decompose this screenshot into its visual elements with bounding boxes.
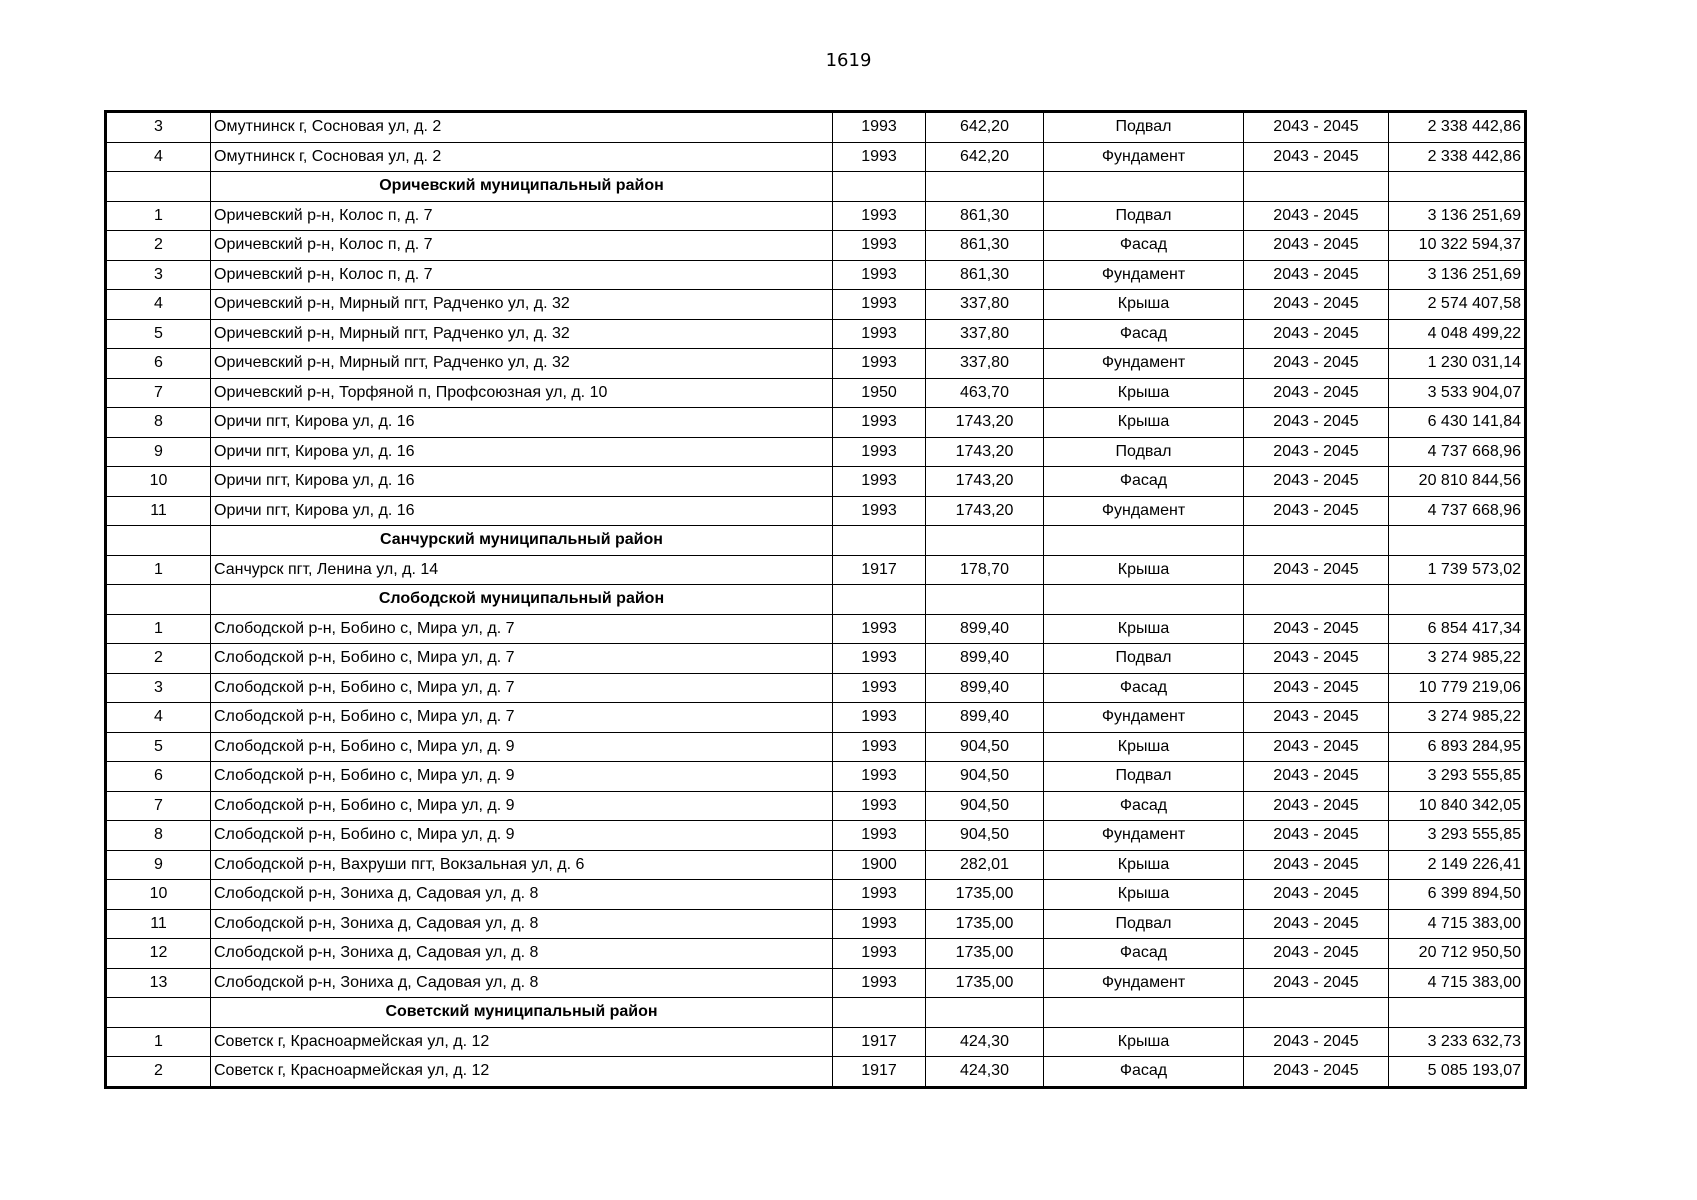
cost-cell: 3 533 904,07 [1389,378,1526,408]
year-cell: 1993 [833,231,926,261]
cost-cell: 6 854 417,34 [1389,614,1526,644]
table-row [106,349,1526,379]
year-cell: 1900 [833,850,926,880]
row-number: 1 [106,1027,211,1057]
empty-cell [1044,998,1244,1028]
area-cell: 178,70 [926,555,1044,585]
year-cell: 1993 [833,939,926,969]
address-cell: Оричи пгт, Кирова ул, д. 16 [211,437,833,467]
cost-cell: 20 810 844,56 [1389,467,1526,497]
table-row [106,467,1526,497]
cost-cell: 2 338 442,86 [1389,142,1526,172]
work-type-cell: Фундамент [1044,142,1244,172]
table-row [106,850,1526,880]
area-cell: 1735,00 [926,939,1044,969]
row-number: 7 [106,791,211,821]
table-row [106,880,1526,910]
table-row [106,201,1526,231]
table-row [106,909,1526,939]
cost-cell: 10 322 594,37 [1389,231,1526,261]
empty-cell [1244,585,1389,615]
empty-cell [1389,998,1526,1028]
area-cell: 904,50 [926,791,1044,821]
row-number: 13 [106,968,211,998]
year-cell: 1993 [833,496,926,526]
empty-cell [833,172,926,202]
area-cell: 899,40 [926,673,1044,703]
period-cell: 2043 - 2045 [1244,673,1389,703]
table-row [106,703,1526,733]
empty-cell [1044,172,1244,202]
section-header-row [106,585,1526,615]
area-cell: 861,30 [926,201,1044,231]
row-number: 5 [106,319,211,349]
area-cell: 337,80 [926,319,1044,349]
period-cell: 2043 - 2045 [1244,555,1389,585]
year-cell: 1993 [833,821,926,851]
period-cell: 2043 - 2045 [1244,939,1389,969]
row-number: 1 [106,555,211,585]
table-row [106,319,1526,349]
period-cell: 2043 - 2045 [1244,319,1389,349]
empty-cell [106,172,211,202]
work-type-cell: Крыша [1044,290,1244,320]
year-cell: 1993 [833,732,926,762]
row-number: 2 [106,1057,211,1088]
table-row [106,791,1526,821]
table-row [106,496,1526,526]
address-cell: Омутнинск г, Сосновая ул, д. 2 [211,112,833,143]
cost-cell: 4 737 668,96 [1389,496,1526,526]
area-cell: 904,50 [926,821,1044,851]
table-row [106,821,1526,851]
address-cell: Слободской р-н, Бобино с, Мира ул, д. 7 [211,644,833,674]
work-type-cell: Крыша [1044,408,1244,438]
empty-cell [106,998,211,1028]
row-number: 3 [106,673,211,703]
cost-cell: 6 893 284,95 [1389,732,1526,762]
work-type-cell: Фундамент [1044,968,1244,998]
area-cell: 1735,00 [926,880,1044,910]
row-number: 1 [106,201,211,231]
cost-cell: 3 136 251,69 [1389,260,1526,290]
year-cell: 1993 [833,260,926,290]
cost-cell: 4 048 499,22 [1389,319,1526,349]
cost-cell: 4 715 383,00 [1389,909,1526,939]
empty-cell [926,526,1044,556]
period-cell: 2043 - 2045 [1244,142,1389,172]
work-type-cell: Крыша [1044,555,1244,585]
empty-cell [1244,998,1389,1028]
row-number: 4 [106,703,211,733]
row-number: 6 [106,349,211,379]
row-number: 9 [106,437,211,467]
year-cell: 1993 [833,290,926,320]
period-cell: 2043 - 2045 [1244,614,1389,644]
year-cell: 1993 [833,319,926,349]
table-row [106,437,1526,467]
address-cell: Слободской р-н, Зониха д, Садовая ул, д. 8 [211,968,833,998]
cost-cell: 4 737 668,96 [1389,437,1526,467]
address-cell: Оричи пгт, Кирова ул, д. 16 [211,496,833,526]
section-header-row [106,526,1526,556]
empty-cell [833,526,926,556]
address-cell: Оричевский р-н, Колос п, д. 7 [211,231,833,261]
period-cell: 2043 - 2045 [1244,762,1389,792]
address-cell: Омутнинск г, Сосновая ул, д. 2 [211,142,833,172]
address-cell: Слободской р-н, Зониха д, Садовая ул, д. 8 [211,909,833,939]
area-cell: 861,30 [926,231,1044,261]
address-cell: Слободской р-н, Бобино с, Мира ул, д. 9 [211,821,833,851]
work-type-cell: Подвал [1044,644,1244,674]
year-cell: 1993 [833,880,926,910]
work-type-cell: Фасад [1044,939,1244,969]
address-cell: Слободской р-н, Бобино с, Мира ул, д. 7 [211,703,833,733]
cost-cell: 3 136 251,69 [1389,201,1526,231]
work-type-cell: Крыша [1044,880,1244,910]
empty-cell [1044,585,1244,615]
address-cell: Советск г, Красноармейская ул, д. 12 [211,1057,833,1088]
area-cell: 463,70 [926,378,1044,408]
table-body [106,112,1526,1088]
empty-cell [106,526,211,556]
work-type-cell: Подвал [1044,437,1244,467]
table-row [106,260,1526,290]
area-cell: 899,40 [926,703,1044,733]
cost-cell: 1 230 031,14 [1389,349,1526,379]
table-row [106,968,1526,998]
address-cell: Оричевский р-н, Мирный пгт, Радченко ул, д. 32 [211,349,833,379]
empty-cell [833,998,926,1028]
period-cell: 2043 - 2045 [1244,408,1389,438]
period-cell: 2043 - 2045 [1244,496,1389,526]
row-number: 10 [106,880,211,910]
section-title: Советский муниципальный район [211,998,833,1028]
section-header-row [106,998,1526,1028]
row-number: 8 [106,821,211,851]
year-cell: 1993 [833,437,926,467]
table-row [106,112,1526,143]
address-cell: Слободской р-н, Бобино с, Мира ул, д. 7 [211,614,833,644]
year-cell: 1917 [833,1027,926,1057]
cost-cell: 3 293 555,85 [1389,821,1526,851]
cost-cell: 3 233 632,73 [1389,1027,1526,1057]
area-cell: 899,40 [926,614,1044,644]
address-cell: Оричевский р-н, Колос п, д. 7 [211,201,833,231]
address-cell: Оричи пгт, Кирова ул, д. 16 [211,408,833,438]
year-cell: 1993 [833,614,926,644]
year-cell: 1993 [833,791,926,821]
year-cell: 1917 [833,1057,926,1088]
section-title: Слободской муниципальный район [211,585,833,615]
cost-cell: 2 574 407,58 [1389,290,1526,320]
work-type-cell: Фасад [1044,467,1244,497]
address-cell: Слободской р-н, Зониха д, Садовая ул, д. 8 [211,939,833,969]
period-cell: 2043 - 2045 [1244,1057,1389,1088]
area-cell: 424,30 [926,1027,1044,1057]
table-row [106,378,1526,408]
period-cell: 2043 - 2045 [1244,880,1389,910]
row-number: 3 [106,112,211,143]
address-cell: Санчурск пгт, Ленина ул, д. 14 [211,555,833,585]
work-type-cell: Фасад [1044,319,1244,349]
repair-register-table [104,110,1527,1089]
table-row [106,1027,1526,1057]
year-cell: 1993 [833,467,926,497]
work-type-cell: Крыша [1044,732,1244,762]
period-cell: 2043 - 2045 [1244,1027,1389,1057]
cost-cell: 3 274 985,22 [1389,703,1526,733]
cost-cell: 3 274 985,22 [1389,644,1526,674]
cost-cell: 4 715 383,00 [1389,968,1526,998]
table-row [106,555,1526,585]
work-type-cell: Крыша [1044,1027,1244,1057]
row-number: 7 [106,378,211,408]
address-cell: Слободской р-н, Бобино с, Мира ул, д. 9 [211,732,833,762]
period-cell: 2043 - 2045 [1244,201,1389,231]
area-cell: 899,40 [926,644,1044,674]
address-cell: Слободской р-н, Вахруши пгт, Вокзальная ул, д. 6 [211,850,833,880]
row-number: 11 [106,909,211,939]
area-cell: 642,20 [926,142,1044,172]
work-type-cell: Подвал [1044,909,1244,939]
period-cell: 2043 - 2045 [1244,703,1389,733]
row-number: 8 [106,408,211,438]
work-type-cell: Фасад [1044,1057,1244,1088]
row-number: 1 [106,614,211,644]
area-cell: 337,80 [926,349,1044,379]
table-row [106,290,1526,320]
cost-cell: 1 739 573,02 [1389,555,1526,585]
address-cell: Оричевский р-н, Мирный пгт, Радченко ул, д. 32 [211,290,833,320]
area-cell: 861,30 [926,260,1044,290]
period-cell: 2043 - 2045 [1244,732,1389,762]
period-cell: 2043 - 2045 [1244,260,1389,290]
table-row [106,231,1526,261]
area-cell: 904,50 [926,762,1044,792]
year-cell: 1993 [833,349,926,379]
address-cell: Слободской р-н, Бобино с, Мира ул, д. 9 [211,762,833,792]
area-cell: 1735,00 [926,968,1044,998]
work-type-cell: Подвал [1044,201,1244,231]
cost-cell: 6 430 141,84 [1389,408,1526,438]
year-cell: 1993 [833,644,926,674]
period-cell: 2043 - 2045 [1244,909,1389,939]
empty-cell [926,998,1044,1028]
cost-cell: 20 712 950,50 [1389,939,1526,969]
year-cell: 1993 [833,909,926,939]
address-cell: Советск г, Красноармейская ул, д. 12 [211,1027,833,1057]
period-cell: 2043 - 2045 [1244,290,1389,320]
row-number: 3 [106,260,211,290]
area-cell: 424,30 [926,1057,1044,1088]
work-type-cell: Фасад [1044,231,1244,261]
address-cell: Оричевский р-н, Торфяной п, Профсоюзная ул, д. 10 [211,378,833,408]
period-cell: 2043 - 2045 [1244,467,1389,497]
work-type-cell: Подвал [1044,112,1244,143]
period-cell: 2043 - 2045 [1244,437,1389,467]
empty-cell [1244,172,1389,202]
work-type-cell: Фундамент [1044,821,1244,851]
cost-cell: 2 149 226,41 [1389,850,1526,880]
empty-cell [926,172,1044,202]
table-row [106,408,1526,438]
year-cell: 1993 [833,762,926,792]
work-type-cell: Подвал [1044,762,1244,792]
row-number: 4 [106,290,211,320]
empty-cell [1389,526,1526,556]
period-cell: 2043 - 2045 [1244,850,1389,880]
row-number: 6 [106,762,211,792]
table-row [106,1057,1526,1088]
empty-cell [106,585,211,615]
work-type-cell: Фундамент [1044,496,1244,526]
page-number: 1619 [825,50,872,71]
address-cell: Слободской р-н, Зониха д, Садовая ул, д. 8 [211,880,833,910]
area-cell: 1743,20 [926,496,1044,526]
empty-cell [833,585,926,615]
row-number: 9 [106,850,211,880]
row-number: 4 [106,142,211,172]
work-type-cell: Фасад [1044,673,1244,703]
work-type-cell: Фундамент [1044,349,1244,379]
work-type-cell: Фасад [1044,791,1244,821]
cost-cell: 10 840 342,05 [1389,791,1526,821]
row-number: 12 [106,939,211,969]
table-row [106,142,1526,172]
table-row [106,644,1526,674]
row-number: 11 [106,496,211,526]
area-cell: 1735,00 [926,909,1044,939]
cost-cell: 10 779 219,06 [1389,673,1526,703]
cost-cell: 6 399 894,50 [1389,880,1526,910]
work-type-cell: Фундамент [1044,260,1244,290]
year-cell: 1993 [833,968,926,998]
table-row [106,762,1526,792]
section-title: Санчурский муниципальный район [211,526,833,556]
empty-cell [1389,585,1526,615]
row-number: 5 [106,732,211,762]
work-type-cell: Фундамент [1044,703,1244,733]
period-cell: 2043 - 2045 [1244,112,1389,143]
area-cell: 337,80 [926,290,1044,320]
section-header-row [106,172,1526,202]
period-cell: 2043 - 2045 [1244,791,1389,821]
cost-cell: 2 338 442,86 [1389,112,1526,143]
area-cell: 1743,20 [926,467,1044,497]
address-cell: Оричи пгт, Кирова ул, д. 16 [211,467,833,497]
table-row [106,614,1526,644]
table-row [106,673,1526,703]
table-row [106,939,1526,969]
period-cell: 2043 - 2045 [1244,968,1389,998]
period-cell: 2043 - 2045 [1244,821,1389,851]
year-cell: 1993 [833,703,926,733]
area-cell: 1743,20 [926,437,1044,467]
year-cell: 1993 [833,201,926,231]
row-number: 2 [106,644,211,674]
empty-cell [1389,172,1526,202]
year-cell: 1950 [833,378,926,408]
year-cell: 1993 [833,112,926,143]
area-cell: 282,01 [926,850,1044,880]
empty-cell [926,585,1044,615]
empty-cell [1244,526,1389,556]
table-row [106,732,1526,762]
work-type-cell: Крыша [1044,850,1244,880]
period-cell: 2043 - 2045 [1244,644,1389,674]
year-cell: 1917 [833,555,926,585]
address-cell: Слободской р-н, Бобино с, Мира ул, д. 9 [211,791,833,821]
area-cell: 642,20 [926,112,1044,143]
address-cell: Слободской р-н, Бобино с, Мира ул, д. 7 [211,673,833,703]
area-cell: 1743,20 [926,408,1044,438]
work-type-cell: Крыша [1044,614,1244,644]
work-type-cell: Крыша [1044,378,1244,408]
period-cell: 2043 - 2045 [1244,378,1389,408]
cost-cell: 3 293 555,85 [1389,762,1526,792]
address-cell: Оричевский р-н, Мирный пгт, Радченко ул, д. 32 [211,319,833,349]
area-cell: 904,50 [926,732,1044,762]
year-cell: 1993 [833,408,926,438]
period-cell: 2043 - 2045 [1244,349,1389,379]
cost-cell: 5 085 193,07 [1389,1057,1526,1088]
row-number: 10 [106,467,211,497]
empty-cell [1044,526,1244,556]
address-cell: Оричевский р-н, Колос п, д. 7 [211,260,833,290]
year-cell: 1993 [833,673,926,703]
period-cell: 2043 - 2045 [1244,231,1389,261]
row-number: 2 [106,231,211,261]
year-cell: 1993 [833,142,926,172]
section-title: Оричевский муниципальный район [211,172,833,202]
